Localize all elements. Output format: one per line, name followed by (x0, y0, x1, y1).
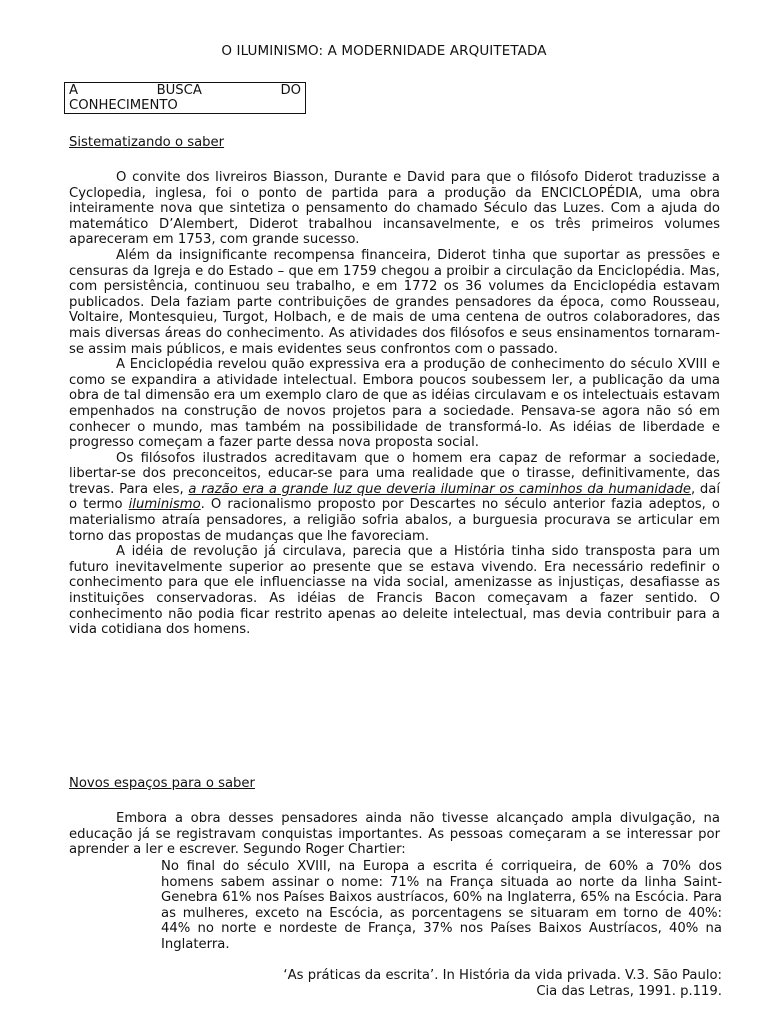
emphasized-quote: a razão era a grande luz que deveria iluminar os caminhos da humanidade (188, 481, 691, 497)
boxed-section-heading (64, 82, 306, 114)
paragraph: Além da insignificante recompensa financeira, Diderot tinha que suportar as pressões e censuras da Igreja e do Estado – que em 1759 chegou a proibir a circulação da Enciclopédia. Mas, com persistência, continuou seu trabalho, e em 1772 os 36 volumes da Enciclopédia estavam publicados. Dela faziam parte contribuições de grandes pensadores da época, como Rousseau, Voltaire, Montesquieu, Turgot, Holbach, e de mais de uma centena de outros colaboradores, das mais diversas áreas do conhecimento. As atividades dos filósofos e seus ensinamentos tornaram-se assim mais públicos, e mais evidentes seus confrontos com o passado. (69, 247, 720, 357)
quote-text: No final do século XVIII, na Europa a escrita é corriqueira, de 60% a 70% dos homens sabem assinar o nome: 71% na França situada ao norte da linha Saint-Genebra 61% nos Países Baixos austríacos, 60% na Inglaterra, 65% na Escócia. Para as mulheres, exceto na Escócia, as porcentagens se situaram em torno de 40%: 44% no norte e nordeste de França, 37% nos Países Baixos Austríacos, 40% na Inglaterra. (161, 859, 722, 952)
paragraph: Embora a obra desses pensadores ainda não tivesse alcançado ampla divulgação, na educação já se registravam conquistas importantes. As pessoas começaram a se interessar por aprender a ler e escrever. Segundo Roger Chartier: (69, 811, 720, 858)
paragraph: A idéia de revolução já circulava, parecia que a História tinha sido transposta para um futuro inevitavelmente superior ao presente que se estava vivendo. Era necessário redefinir o conhecimento para que ele influenciasse na vida social, amenizasse as injustiças, desafiasse as instituições conservadoras. As idéias de Francis Bacon começavam a fazer sentido. O conhecimento não podia ficar restrito apenas ao deleite intelectual, mas devia contribuir para a vida cotidiana dos homens. (69, 544, 720, 638)
paragraph-text: . O racionalismo proposto por Descartes no século anterior fazia adeptos, o materialismo atraía pensadores, a religião sofria abalos, a burguesia procurava se articular em torno das propostas de mudanças que lhe favoreciam. (69, 497, 721, 544)
paragraph-text: Os filósofos ilustrados acreditavam que o homem era capaz de reformar a sociedade, libertar-se dos preconceitos, educar-se para uma realidade que o tirasse, definitivamente, das trevas. Para eles, (69, 450, 720, 497)
boxed-heading-line-1 (69, 83, 301, 98)
section-body-2 (69, 811, 720, 858)
boxed-heading-word: BUSCA (156, 83, 202, 98)
citation-line: ‘As práticas da escrita’. In História da vida privada. V.3. São Paulo: (283, 968, 722, 983)
section-heading-novos-espacos: Novos espaços para o saber (69, 776, 255, 791)
block-quote (161, 859, 722, 953)
boxed-heading-word: A (69, 83, 79, 98)
section-heading-sistematizando: Sistematizando o saber (69, 135, 225, 150)
section-body-1 (69, 170, 720, 638)
document-title: O ILUMINISMO: A MODERNIDADE ARQUITETADA (221, 43, 547, 59)
emphasized-term: iluminismo (128, 497, 201, 513)
citation-line: Cia das Letras, 1991. p.119. (536, 983, 722, 999)
boxed-heading-word: DO (280, 83, 301, 98)
paragraph: O convite dos livreiros Biasson, Durante e David para que o filósofo Diderot traduzisse a Cyclopedia, inglesa, foi o ponto de partida para a produção da ENCICLOPÉDIA, uma obra inteiramente nova que sintetiza o pensamento do chamado Século das Luzes. Com a ajuda do matemático D’Alembert, Diderot trabalhou incansavelmente, e os três primeiros volumes apareceram em 1753, com grande sucesso. (69, 170, 720, 248)
paragraph-text: , daí o termo (69, 481, 721, 513)
paragraph: A Enciclopédia revelou quão expressiva era a produção de conhecimento do século XVIII e como se expandira a atividade intelectual. Embora poucos soubessem ler, a publicação da uma obra de tal dimensão era um exemplo claro de que as idéias circulavam e os intelectuais estavam empenhados na construção de novos projetos para a sociedade. Pensava-se agora não só em conhecer o mundo, mas também na possibilidade de transformá-lo. As idéias de liberdade e progresso começam a fazer parte dessa nova proposta social. (69, 357, 720, 451)
quote-citation (161, 968, 722, 999)
boxed-heading-line-2: CONHECIMENTO (69, 98, 178, 113)
paragraph (69, 451, 720, 545)
